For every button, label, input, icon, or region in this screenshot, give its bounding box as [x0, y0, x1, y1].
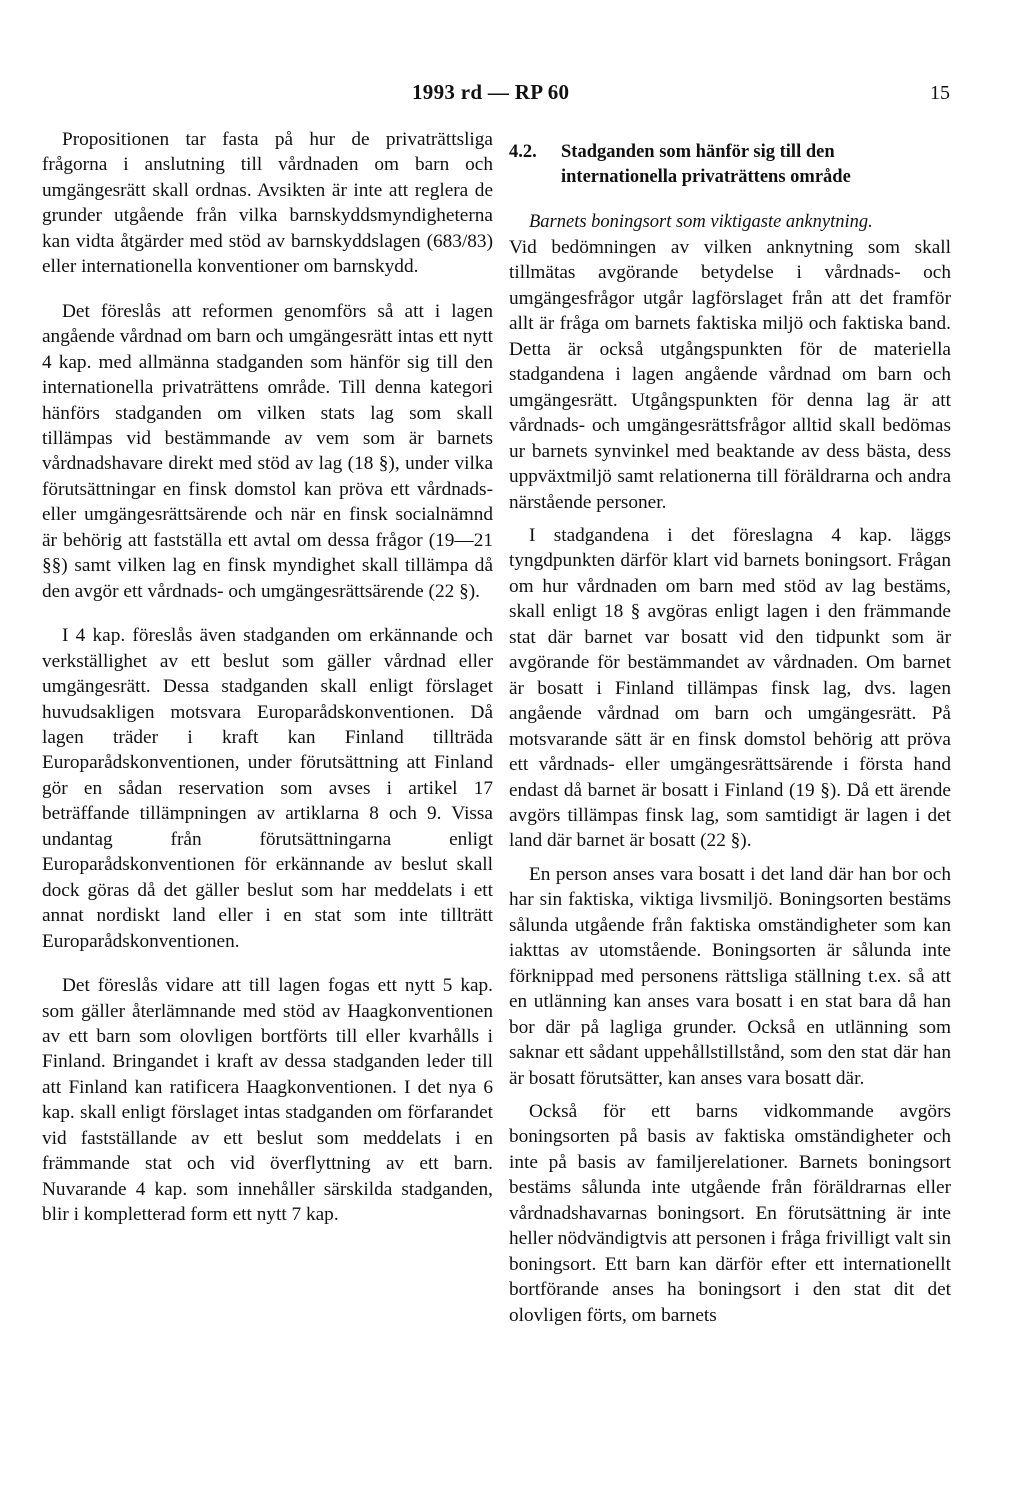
- section-heading: [509, 140, 951, 189]
- page-header: [0, 80, 1024, 110]
- left-column: [42, 127, 493, 1228]
- right-paragraph-2: I stadgandena i det föreslagna 4 kap. läggs tyngdpunkten därför klart vid barnets boningsort. Frågan om hur vårdnaden om barn med stöd av lag bestäms, skall enligt 18 § avgöras enligt lagen i den främmande stat där barnet var bosatt vid den tidpunkt som är avgörande för bestämmandet av vårdnaden. Om barnet är bosatt i Finland tillämpas finsk lag, dvs. lagen angående vårdnad om barn och umgängesrätt. På motsvarande sätt är en finsk domstol behörig att pröva ett vårdnads- eller umgängesrättsärende i första hand endast då barnet är bosatt i Finland (19 §). Då ett ärende avgörs tillämpas finsk lag, som samtidigt är lagen i det land där barnet är bosatt (22 §).: [509, 524, 951, 852]
- left-paragraph-4: Det föreslås vidare att till lagen fogas ett nytt 5 kap. som gäller återlämnande med stöd av Haagkonventionen av ett barn som olovligen bortförts till eller kvarhålls i Finland. Bringandet i kraft av dessa stadganden leder till att Finland kan ratificera Haagkonventionen. I det nya 6 kap. skall enligt förslaget intas stadganden om förfarandet vid fastställande av ett beslut som meddelats i en främmande stat och vid överflyttning av ett barn. Nuvarande 4 kap. som innehåller särskilda stadganden, blir i kompletterad form ett nytt 7 kap.: [42, 975, 493, 1226]
- running-title: 1993 rd — RP 60: [412, 80, 570, 104]
- section-title: Stadganden som hänför sig till den internationella privaträttens område: [561, 142, 851, 187]
- right-paragraph-4: Också för ett barns vidkommande avgörs boningsorten på basis av faktiska omständigheter och inte på basis av familjerelationer. Barnets boningsort bestäms sålunda inte utgående från föräldrarnas eller vårdnadshavarnas boningsort. En förutsättning är inte heller nödvändigtvis att personen i fråga frivilligt valt sin boningsort. Ett barn kan därför efter ett internationellt bortförande anses ha boningsort i den stat dit det olovligen förts, om barnets: [509, 1100, 951, 1326]
- right-paragraph-1: Vid bedömningen av vilken anknytning som skall tillmätas avgörande betydelse i vårdnads- och umgängesfrågor utgår lagförslaget från att det framför allt är fråga om barnets faktiska miljö och faktiska band. Detta är också utgångspunkten för de materiella stadgandena i lagen angående vårdnad om barn och umgängesrätt. Utgångspunkten för denna lag är att vårdnads- och umgängesrättsfrågor alltid skall bedömas ur barnets synvinkel med beaktande av dess bästa, dess uppväxtmiljö samt relationerna till föräldrarna och andra närstående personer.: [509, 237, 951, 513]
- section-number: 4.2.: [509, 142, 537, 162]
- right-paragraph-3: En person anses vara bosatt i det land där han bor och har sin faktiska, viktiga livsmiljö. Boningsorten bestäms sålunda utgående från faktiska omständigheter som kan iakttas av utomstående. Boningsorten är sålunda inte förknippad med personens rättsliga ställning t.ex. så att en utlänning kan anses vara bosatt i en stat bara då han bor där på lagliga grunder. Också en utlänning som saknar ett sådant uppehållstillstånd, som den stat där han är bosatt förutsätter, kan anses vara bosatt där.: [509, 863, 951, 1089]
- right-column: [509, 127, 951, 1328]
- page-number: 15: [930, 82, 950, 104]
- subheading: Barnets boningsort som viktigaste anknytning.: [529, 212, 873, 232]
- left-paragraph-2: Det föreslås att reformen genomförs så att i lagen angående vårdnad om barn och umgängesrätt intas ett nytt 4 kap. med allmänna stadganden som hänför sig till den internationella privaträttens område. Till denna kategori hänförs stadganden om vilken stats lag som skall tillämpas vid bestämmande av vem som är barnets vårdnadshavare direkt med stöd av lag (18 §), under vilka förutsättningar en finsk domstol kan pröva ett vårdnads- eller umgängesrättsärende och när en finsk socialnämnd är behörig att fastställa ett avtal om dessa frågor (19—21 §§) samt vilken lag en finsk myndighet skall tillämpa då den avgör ett vårdnads- och umgängesrättsärende (22 §).: [42, 300, 493, 602]
- left-paragraph-1: Propositionen tar fasta på hur de privaträttsliga frågorna i anslutning till vårdnaden om barn och umgängesrätt skall ordnas. Avsikten är inte att reglera de grunder utgående från vilka barnskyddsmyndigheterna kan vidta åtgärder med stöd av barnskyddslagen (683/83) eller internationella konventioner om barnskydd.: [42, 129, 493, 278]
- left-paragraph-3: I 4 kap. föreslås även stadganden om erkännande och verkställighet av ett beslut som gäller vårdnad eller umgängesrätt. Dessa stadganden skall enligt förslaget huvudsakligen motsvara Europarådskonventionen. Då lagen träder i kraft kan Finland tillträda Europarådskonventionen, under förutsättning att Finland gör en sådan reservation som avses i artikel 17 beträffande tillämpningen av artiklarna 8 och 9. Vissa undantag från förutsättningarna enligt Europarådskonventionen för erkännande av beslut skall dock göras då det gäller beslut som har meddelats i ett annat nordiskt land eller i en stat som inte tillträtt Europarådskonventionen.: [42, 625, 493, 952]
